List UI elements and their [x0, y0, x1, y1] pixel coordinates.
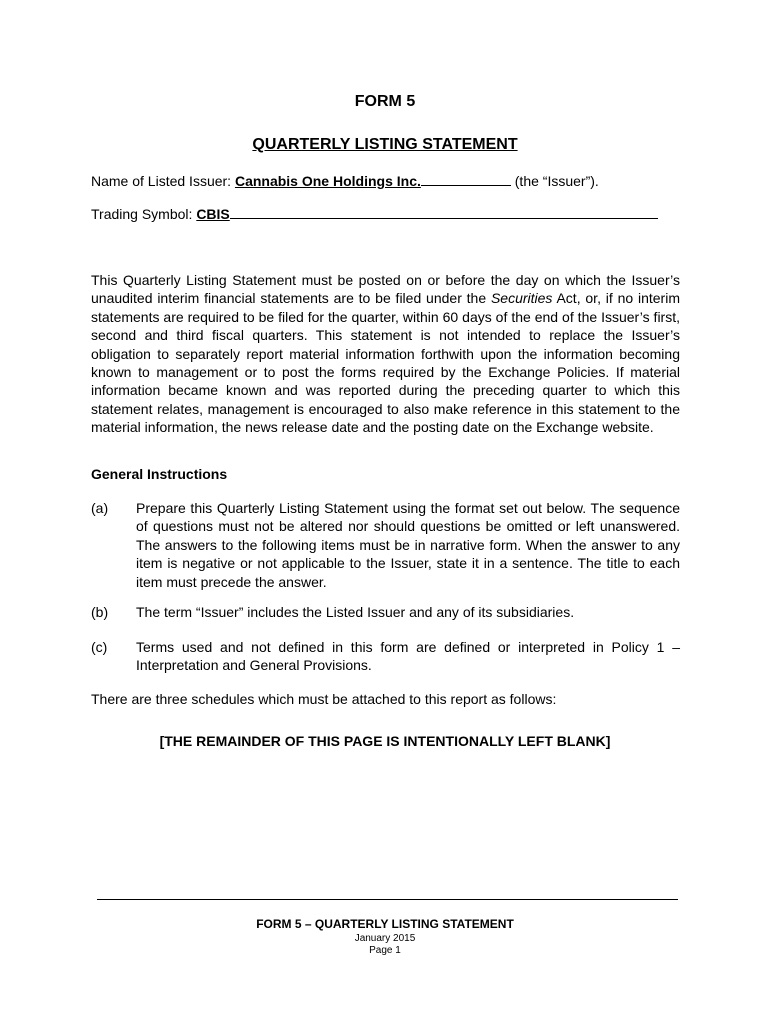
instruction-text: The term “Issuer” includes the Listed Issuer and any of its subsidiaries.: [136, 604, 575, 620]
issuer-name-line: [91, 172, 599, 189]
instruction-item: [91, 603, 680, 621]
footer-page-number: Page 1: [369, 945, 401, 956]
instruction-text: Prepare this Quarterly Listing Statement using the format set out below. The sequence of questions must not be altered nor should questions be omitted or left unanswered. The answers to the following items must be in narrative form. When the answer to any item is negative or not applicable to the Issuer, state it in a sentence. The title to each item must precede the answer.: [136, 500, 680, 590]
issuer-name-label: Name of Listed Issuer:: [91, 173, 235, 189]
footer-title: FORM 5 – QUARTERLY LISTING STATEMENT: [256, 917, 514, 931]
intro-italic-word: Securities: [490, 290, 553, 307]
form-title: QUARTERLY LISTING STATEMENT: [252, 136, 518, 153]
trading-symbol-label: Trading Symbol:: [91, 206, 197, 222]
form-number: FORM 5: [354, 93, 416, 110]
trading-symbol-value: CBIS: [196, 206, 230, 222]
instruction-marker: (b): [91, 604, 109, 620]
instruction-item: [91, 638, 680, 675]
instruction-text: Terms used and not defined in this form are defined or interpreted in Policy 1 – Interpretation and General Provisions.: [136, 639, 680, 674]
intro-text-end: Act, or, if no interim statements are required to be filed for the quarter, within 60 days of the end of the Issuer’s first, second and third fiscal quarters. This statement is not intended to replace the Issuer’s obligation to separately report material information forthwith upon the information becoming known to management or to post the forms required by the Exchange Policies. If material information became known and was reported during the preceding quarter to which this statement relates, management is encouraged to also make reference in this statement to the material information, the news release date and the posting date on the Exchange website.: [91, 290, 680, 436]
issuer-name-suffix: (the “Issuer”).: [510, 173, 599, 189]
trading-symbol-line: [91, 205, 658, 222]
instruction-marker: (a): [91, 500, 109, 516]
general-instructions-heading: General Instructions: [91, 466, 228, 482]
intro-paragraph: [91, 271, 680, 437]
intro-text-start: This Quarterly Listing Statement must be posted on or before the day on which the Issuer’s unaudited interim financial statements are to be filed under the: [91, 272, 680, 307]
instruction-item: [91, 499, 680, 591]
schedules-text: There are three schedules which must be attached to this report as follows:: [91, 691, 557, 707]
trading-symbol-blank: [230, 205, 658, 219]
issuer-name-blank: [421, 172, 511, 186]
blank-page-notice: [THE REMAINDER OF THIS PAGE IS INTENTIONALLY LEFT BLANK]: [159, 733, 611, 749]
issuer-name-value: Cannabis One Holdings Inc.: [234, 173, 421, 189]
instruction-marker: (c): [91, 639, 108, 655]
footer-divider: [97, 899, 678, 900]
footer-date: January 2015: [354, 933, 416, 944]
